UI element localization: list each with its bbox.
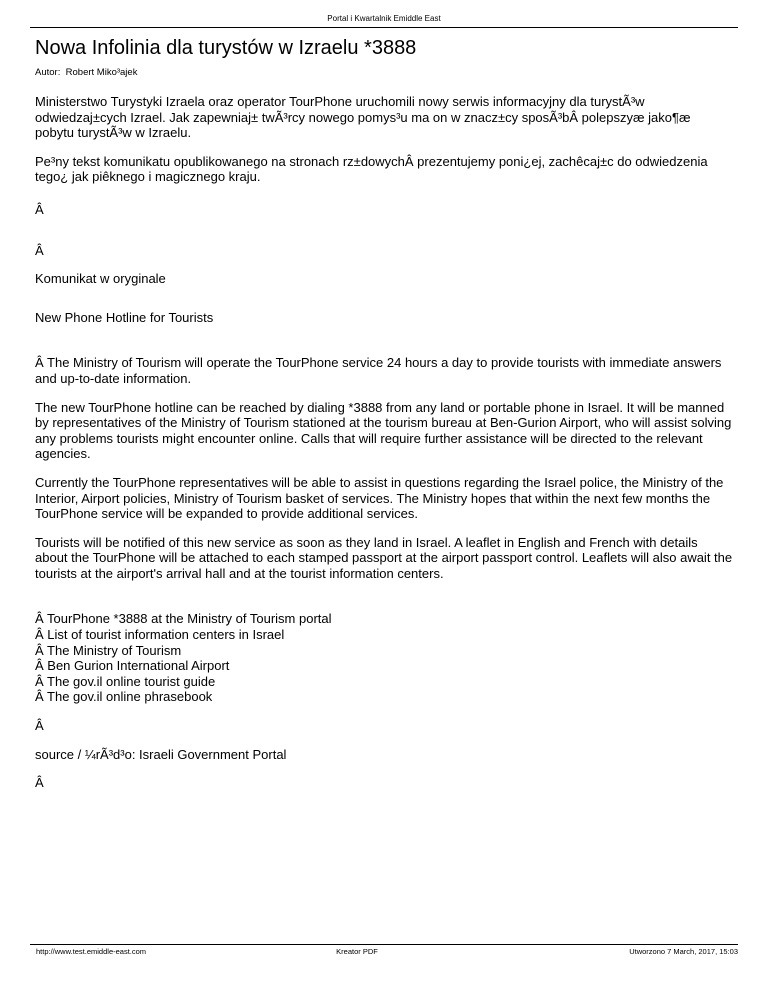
original-label: Komunikat w oryginale (35, 271, 166, 287)
article-content (35, 94, 733, 791)
link-item-phrasebook[interactable]: Â The gov.il online phrasebook (35, 689, 213, 705)
link-item-ministry[interactable]: Â The Ministry of Tourism (35, 642, 182, 658)
stray-character: Â (35, 775, 44, 791)
header-divider (30, 27, 738, 28)
article-title: Nowa Infolinia dla turystów w Izraelu *3888 (35, 37, 417, 59)
link-list (35, 611, 733, 705)
footer-created: Utworzono 7 March, 2017, 15:03 (629, 947, 738, 956)
body-paragraph: The new TourPhone hotline can be reached by dialing *3888 from any land or portable phone in Israel. It will be manned by representatives of the Ministry of Tourism stationed at the tourism bureau at Ben-Gurion Airport, who will assist solving any problems tourists might encounter online. Calls that will require further assistance will be directed to the relevant agencies. (35, 399, 732, 462)
intro-paragraph: Ministerstwo Turystyki Izraela oraz operator TourPhone uruchomili nowy serwis informacyjny dla turystÃ³w odwiedzaj±cych Izrael. Jak zapewniaj± twÃ³rcy nowego pomys³u ma on w znacz±cy sposÃ³bÂ polepszyæ jako¶æ pobytu turystÃ³w w Izraelu. (35, 94, 691, 141)
source-line: source / ¼rÃ³d³o: Israeli Government Portal (35, 746, 287, 762)
stray-character: Â (35, 242, 44, 258)
body-paragraph: Currently the TourPhone representatives will be able to assist in questions regarding the Israel police, the Ministry of the Interior, Airport policies, Ministry of Tourism basket of services. The Ministry hopes that within the next few months the TourPhone service will be expanded to provide additional services. (35, 474, 724, 522)
link-item-airport[interactable]: Â Ben Gurion International Airport (35, 658, 230, 674)
author-label: Autor: (35, 67, 61, 78)
body-paragraph: Tourists will be notified of this new service as soon as they land in Israel. A leaflet in English and French with details about the TourPhone will be attached to each stamped passport at the airport passport control. Leaflets will also await the tourists at the airport's arrival hall and at the tourist information centers. (35, 534, 733, 581)
stray-character: Â (35, 201, 44, 217)
footer-divider (30, 944, 738, 945)
original-title: New Phone Hotline for Tourists (35, 309, 214, 325)
page-footer (30, 947, 738, 959)
footer-creator: Kreator PDF (336, 947, 378, 956)
stray-character: Â (35, 718, 44, 734)
link-item-tourphone[interactable]: Â TourPhone *3888 at the Ministry of Tourism portal (35, 611, 332, 627)
body-paragraph: Â The Ministry of Tourism will operate the TourPhone service 24 hours a day to provide tourists with immediate answers and up-to-date information. (35, 355, 722, 386)
page-header: Portal i Kwartalnik Emiddle East (327, 14, 441, 23)
intro-paragraph: Pe³ny tekst komunikatu opublikowanego na stronach rz±dowychÂ prezentujemy poni¿ej, zachêcaj±c do odwiedzenia tego¿ jak piêknego i magicznego kraju. (35, 153, 708, 185)
footer-url: http://www.test.emiddle-east.com (36, 947, 147, 956)
author-name: Robert Miko³ajek (65, 67, 138, 78)
link-item-info-centers[interactable]: Â List of tourist information centers in Israel (35, 627, 285, 643)
article-author (35, 67, 137, 79)
link-item-tourist-guide[interactable]: Â The gov.il online tourist guide (35, 673, 216, 689)
